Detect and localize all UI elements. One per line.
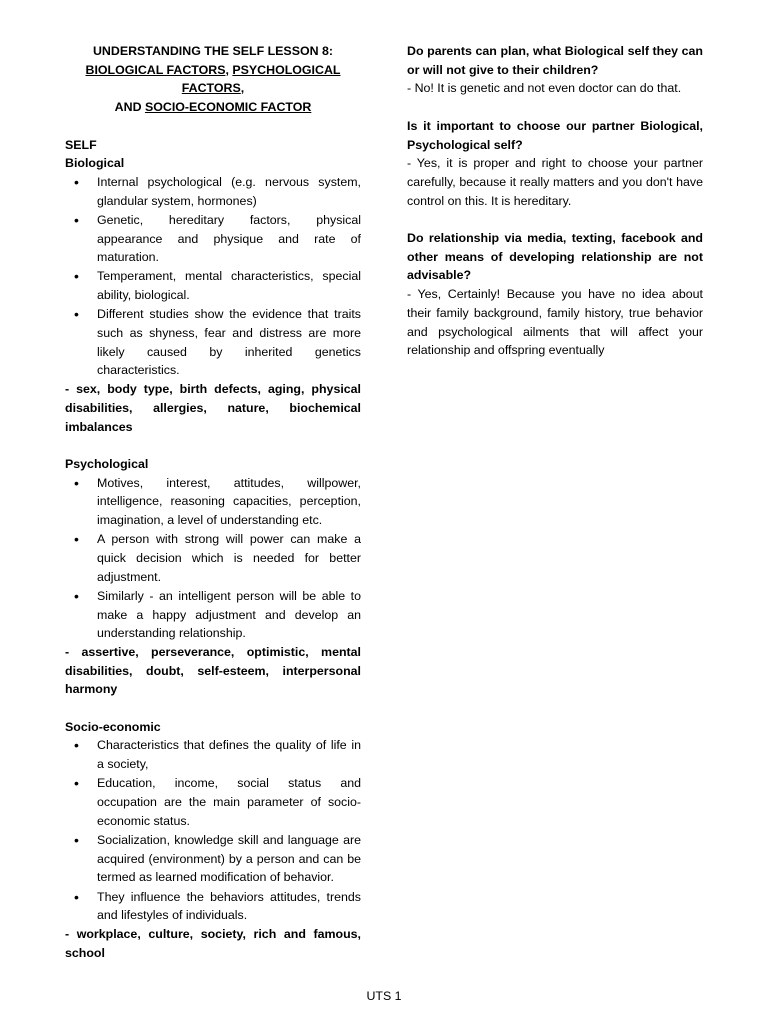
list-item: • Genetic, hereditary factors, physical appearance and physique and rate of maturation. — [65, 211, 361, 267]
socio-economic-summary: - workplace, culture, society, rich and famous, school — [65, 927, 361, 960]
biological-list — [65, 173, 361, 380]
socio-economic-list — [65, 736, 361, 925]
psychological-summary: - assertive, perseverance, optimistic, mental disabilities, doubt, self-esteem, interpersonal harmony — [65, 644, 361, 697]
spacer — [407, 98, 703, 117]
psychological-list — [65, 474, 361, 643]
title-and: AND — [114, 100, 145, 115]
spacer — [65, 117, 361, 136]
title-socio: SOCIO-ECONOMIC FACTOR — [144, 100, 312, 115]
title-line-2 — [65, 61, 361, 98]
list-item: • A person with strong will power can make a quick decision which is needed for better adjustment. — [65, 530, 361, 586]
section-heading-socio-economic: Socio-economic — [65, 719, 161, 734]
title-psychological: PSYCHOLOGICAL FACTORS — [181, 62, 341, 96]
list-item: • Motives, interest, attitudes, willpower, intelligence, reasoning capacities, perception, imagination, a level of understanding etc. — [65, 474, 361, 530]
spacer — [407, 210, 703, 229]
left-column — [65, 42, 361, 962]
document-title — [65, 42, 361, 117]
list-item: • They influence the behaviors attitudes, trends and lifestyles of individuals. — [65, 888, 361, 925]
question-1: Do parents can plan, what Biological self they can or will not give to their children? — [407, 44, 703, 77]
title-biological: BIOLOGICAL FACTORS — [85, 62, 226, 77]
list-item: • Socialization, knowledge skill and language are acquired (environment) by a person and can be termed as learned modification of behavior. — [65, 831, 361, 887]
list-item: • Different studies show the evidence that traits such as shyness, fear and distress are more likely caused by inherited genetics characteristics. — [65, 305, 361, 380]
section-heading-biological: Biological — [65, 156, 125, 171]
title-line-1: UNDERSTANDING THE SELF LESSON 8: — [92, 44, 334, 58]
title-line-3 — [65, 98, 361, 117]
question-3: Do relationship via media, texting, facebook and other means of developing relationship are not advisable? — [407, 231, 703, 283]
answer-2: - Yes, it is proper and right to choose your partner carefully, because it really matters and you don't have control on this. It is hereditary. — [407, 156, 703, 208]
spacer — [65, 699, 361, 718]
right-column — [407, 42, 703, 360]
biological-summary: - sex, body type, birth defects, aging, physical disabilities, allergies, nature, biochemical imbalances — [65, 382, 361, 434]
page-footer: UTS 1 — [366, 989, 402, 1003]
list-item: • Characteristics that defines the quality of life in a society, — [65, 736, 361, 773]
question-2: Is it important to choose our partner Biological, Psychological self? — [407, 118, 703, 152]
answer-1: - No! It is genetic and not even doctor can do that. — [407, 81, 682, 96]
list-item: • Internal psychological (e.g. nervous system, glandular system, hormones) — [65, 173, 361, 210]
self-label: SELF — [65, 137, 97, 152]
list-item: • Temperament, mental characteristics, special ability, biological. — [65, 267, 361, 304]
title-comma-2: , — [240, 81, 245, 96]
spacer — [65, 436, 361, 455]
list-item: • Education, income, social status and occupation are the main parameter of socio-economic status. — [65, 774, 361, 830]
title-comma-1: , — [225, 62, 233, 77]
answer-3: - Yes, Certainly! Because you have no idea about their family background, family history, true behavior and psychological ailments that will affect your relationship and offspring eventually — [407, 287, 703, 358]
section-heading-psychological: Psychological — [65, 456, 149, 471]
list-item: • Similarly - an intelligent person will be able to make a happy adjustment and develop an understanding relationship. — [65, 587, 361, 643]
